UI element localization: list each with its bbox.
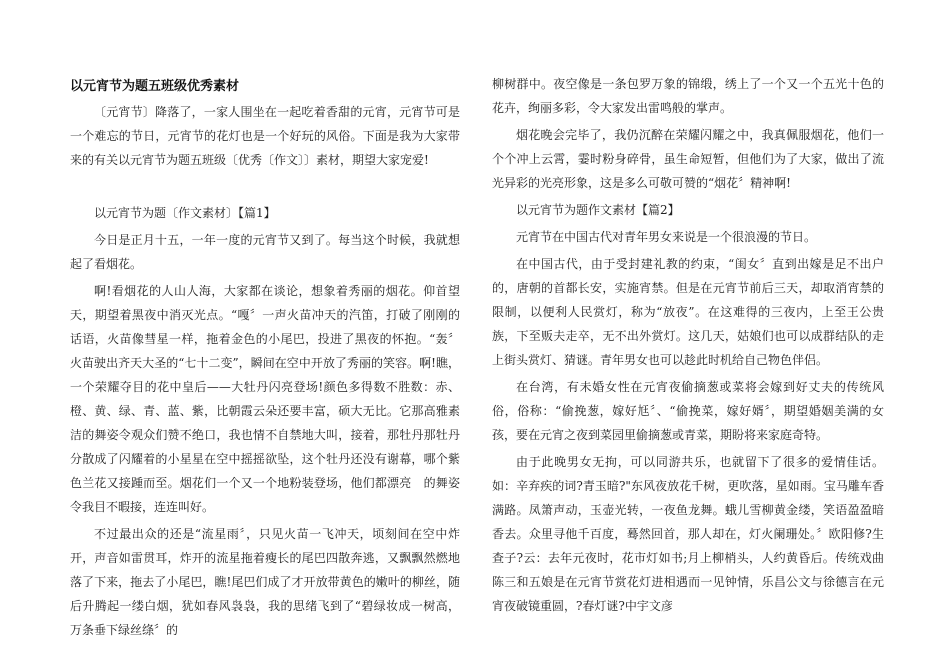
body-paragraph: 烟花晚会完毕了，我仍沉醉在荣耀闪耀之中，我真佩服烟花，他们一个个冲上云霄，霎时粉身碎骨，虽生命短暂，但他们为了大家，做出了流光异彩的光亮形象，这是多么可敬可赞的“烟花〞精神啊! xyxy=(492,128,884,190)
body-paragraph: 由于此晚男女无拘，可以同游共乐，也就留下了很多的爱情佳话。如：辛弃疾的词?青玉暗?"东风夜放花千树，更吹落，星如雨。宝马雕车香满路。凤箫声动，玉壶光转，一夜鱼龙舞。蛾儿雪柳黄金缕，笑语盈盈暗香去。众里寻他千百度，蓦然回首，那人却在，灯火阑珊处。〞欧阳修?生查子?云：去年元夜时，花市灯如书;月上柳梢头，人约黄昏后。传统戏曲陈三和五娘是在元宵节赏花灯进相遇而一见钟情，乐昌公文与徐德言在元宵夜破镜重圆，?春灯谜?中宇文彦 xyxy=(492,455,884,613)
section-gap xyxy=(70,175,460,201)
body-paragraph-continued: 柳树群中。夜空像是一条包罗万象的锦缎，绣上了一个又一个五光十色的花卉，绚丽多彩，令大家发出雷鸣般的掌声。 xyxy=(492,77,884,115)
right-column xyxy=(492,72,884,621)
body-paragraph: 在中国古代，由于受封建礼教的约束，“闺女〞直到出嫁是足不出户的，唐朝的首都长安，实施宵禁。但是在元宵节前后三天，却取消宵禁的限制，以便利人民赏灯，称为“放夜”。在这难得的三夜内，上至王公贵族，下至贩夫走卒，无不出外赏灯。这几天，姑娘们也可以成群结队的走上街头赏灯、猜谜。青年男女也可以趁此时机给自己物色伴侣。 xyxy=(492,257,884,367)
document-title: 以元宵节为题五班级优秀素材 xyxy=(70,79,240,94)
body-paragraph: 今日是正月十五，一年一度的元宵节又到了。每当这个时候，我就想起了看烟花。 xyxy=(70,233,460,271)
left-column xyxy=(70,76,460,645)
body-paragraph: 啊!看烟花的人山人海，大家都在谈论，想象着秀丽的烟花。仰首望天，期望着黑夜中消灭光点。“嘎〞一声火苗冲天的汽笛，打破了刚刚的话语，火苗像彗星一样，拖着金色的小尾巴，投进了黑夜的怀抱。“轰〞火苗驶出齐天大圣的“七十二变”，瞬间在空中开放了秀丽的笑容。啊!瞧，一个荣耀夺目的花中皇后——大牡丹闪亮登场!颜色多得数不胜数：赤、橙、黄、绿、青、蓝、紫，比朝霞云朵还要丰富，硕大无比。它那高雅素洁的舞姿令观众们赞不绝口，我也情不自禁地大叫，接着，那牡丹那牡丹分散成了闪耀着的小星星在空中摇摇欲坠，这个牡丹还没有谢幕，哪个紫色兰花又接踵而至。烟花们一个又一个地粉装登场，他们都漂亮 的舞姿令我目不暇接，连连叫好。 xyxy=(70,284,460,514)
section-heading-2: 以元宵节为题作文素材【篇2】 xyxy=(516,203,680,217)
body-paragraph: 在台湾，有未婚女性在元宵夜偷摘葱或菜将会嫁到好丈夫的传统风俗，俗称：“偷挽葱，嫁好尪〞、“偷挽菜，嫁好婿〞，期望婚姻美满的女孩，要在元宵之夜到菜园里偷摘葱或青菜，期盼将来家庭奇特。 xyxy=(492,380,884,442)
body-paragraph: 不过最出众的还是“流星雨〞，只见火苗一飞冲天，顷刻间在空中炸开，声音如雷贯耳，炸开的流星拖着瘦长的尾巴四散奔逃，又飘飘然燃地落了下来，拖去了小尾巴，瞧!尾巴们成了才开放带黄色的嫩叶的柳丝，随后升腾起一缕白烟，犹如春风袅袅，我的思绪飞到了“碧绿妆成一树高，万条垂下绿丝绦〞的 xyxy=(70,527,460,637)
body-paragraph: 元宵节在中国古代对青年男女来说是一个很浪漫的节日。 xyxy=(516,230,817,244)
section-heading-1: 以元宵节为题〔作文素材〕【篇1】 xyxy=(94,206,276,220)
intro-paragraph: 〔元宵节〕降落了，一家人围坐在一起吃着香甜的元宵，元宵节可是一个难忘的节日，元宵节的花灯也是一个好玩的风俗。下面是我为大家带来的有关以元宵节为题五班级〔优秀〔作文〕〕素材，期望大家宠爱! xyxy=(70,105,460,167)
